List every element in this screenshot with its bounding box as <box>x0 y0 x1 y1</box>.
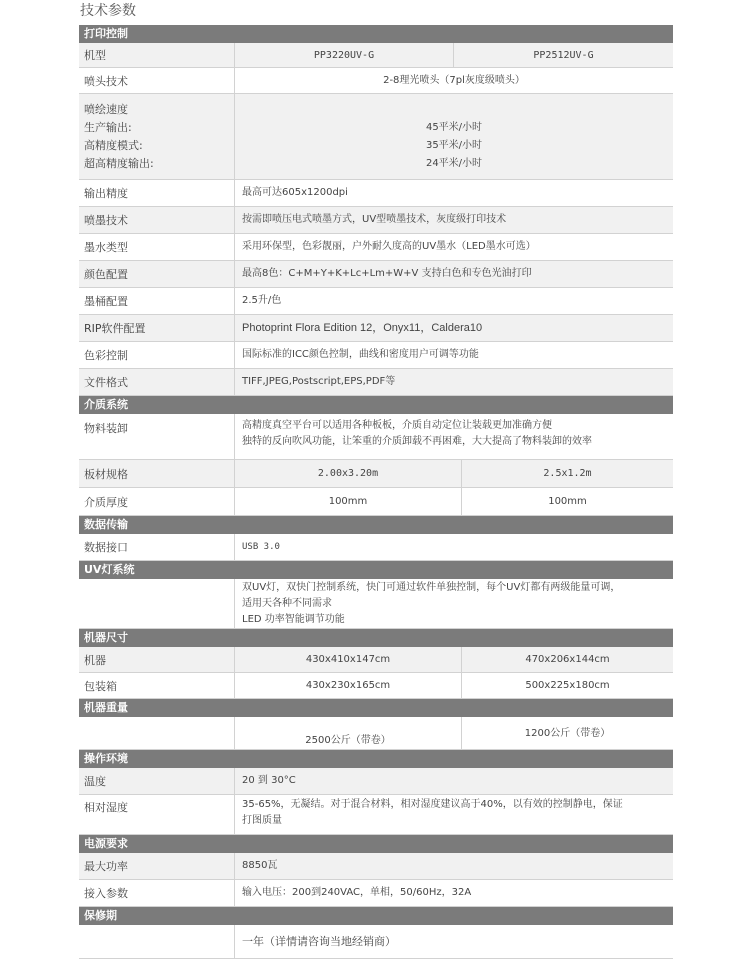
label-ink-type: 墨水类型 <box>79 234 235 260</box>
value-rip: Photoprint Flora Edition 12，Onyx11，Caldera10 <box>242 322 483 334</box>
label-resolution: 输出精度 <box>79 180 235 206</box>
label-file-format: 文件格式 <box>79 369 235 395</box>
row-temp <box>79 768 673 795</box>
value-printhead: 2-8理光喷头（7pl灰度级喷头） <box>383 74 525 86</box>
model-b: PP2512UV-G <box>533 49 594 61</box>
value-resolution: 最高可达605x1200dpi <box>242 187 348 198</box>
board-cells <box>235 460 673 487</box>
package-size-cells <box>235 673 673 698</box>
row-ink-tech <box>79 207 673 234</box>
label-ink-tank: 墨桶配置 <box>79 288 235 314</box>
row-weight <box>79 717 673 750</box>
label-rip: RIP软件配置 <box>79 315 235 341</box>
value-ink-tank: 2.5升/色 <box>242 295 282 306</box>
machine-size-b: 470x206x144cm <box>525 654 610 665</box>
page-title: 技术参数 <box>80 3 136 19</box>
row-speed <box>79 94 673 180</box>
speed-label-0: 喷绘速度 <box>84 102 128 116</box>
row-color-mgmt <box>79 342 673 369</box>
value-color-mgmt: 国际标准的ICC颜色控制，曲线和密度用户可调等功能 <box>242 349 479 360</box>
package-size-b: 500x225x180cm <box>525 680 610 691</box>
label-loading: 物料装卸 <box>79 414 235 459</box>
row-input-power <box>79 880 673 907</box>
label-max-power: 最大功率 <box>79 853 235 879</box>
label-port: 数据接口 <box>79 534 235 560</box>
section-header-warranty: 保修期 <box>79 907 673 925</box>
row-package-size <box>79 673 673 699</box>
label-temp: 温度 <box>79 768 235 794</box>
row-ink-type <box>79 234 673 261</box>
row-port <box>79 534 673 561</box>
model-a: PP3220UV-G <box>235 43 454 67</box>
uv-line-2: LED 功率智能调节功能 <box>242 613 345 625</box>
value-temp: 20 到 30°C <box>242 775 296 786</box>
section-header-uv: UV灯系统 <box>79 561 673 579</box>
row-board <box>79 460 673 488</box>
row-model <box>79 43 673 68</box>
row-warranty <box>79 925 673 959</box>
section-header-data: 数据传输 <box>79 516 673 534</box>
weight-a: 2500公斤（带卷） <box>235 717 462 749</box>
row-loading <box>79 414 673 460</box>
thickness-a: 100mm <box>235 488 462 515</box>
speed-value-2: 24平米/小时 <box>425 157 483 169</box>
humidity-line-1: 打图质量 <box>242 815 282 826</box>
row-color-config <box>79 261 673 288</box>
value-ink-type: 采用环保型，色彩靓丽，户外耐久度高的UV墨水（LED墨水可选） <box>242 241 536 252</box>
section-header-power: 电源要求 <box>79 835 673 853</box>
label-input-power: 接入参数 <box>79 880 235 906</box>
label-color-config: 颜色配置 <box>79 261 235 287</box>
row-ink-tank <box>79 288 673 315</box>
speed-label-2: 高精度模式: <box>84 138 143 152</box>
value-max-power: 8850瓦 <box>242 860 278 871</box>
loading-line-0: 高精度真空平台可以适用各种板板，介质自动定位让装载更加准确方便 <box>242 420 552 431</box>
uv-line-1: 适用天各种不同需求 <box>242 597 332 609</box>
weight-cells <box>235 717 673 749</box>
label-warranty <box>79 925 235 958</box>
row-resolution <box>79 180 673 207</box>
row-thickness <box>79 488 673 516</box>
uv-line-0: 双UV灯，双快门控制系统，快门可通过软件单独控制，每个UV灯都有两级能量可调， <box>242 581 621 593</box>
row-rip <box>79 315 673 342</box>
value-uv <box>235 579 673 628</box>
label-thickness: 介质厚度 <box>79 488 235 515</box>
section-header-size: 机器尺寸 <box>79 629 673 647</box>
label-speed <box>79 94 235 179</box>
speed-value-1: 35平米/小时 <box>425 139 483 151</box>
value-ink-tech: 按需即喷压电式喷墨方式，UV型喷墨技术，灰度级打印技术 <box>242 214 507 225</box>
package-size-a: 430x230x165cm <box>235 673 462 698</box>
section-header-env: 操作环境 <box>79 750 673 768</box>
label-uv <box>79 579 235 628</box>
model-cells <box>235 43 673 67</box>
humidity-line-0: 35-65%，无凝结。对于混合材料，相对湿度建议高于40%，以有效的控制静电，保证 <box>242 799 623 810</box>
board-b: 2.5x1.2m <box>543 468 592 479</box>
label-weight <box>79 717 235 749</box>
row-printhead <box>79 68 673 94</box>
row-machine-size <box>79 647 673 673</box>
thickness-cells <box>235 488 673 515</box>
value-warranty: 一年（详情请咨询当地经销商） <box>242 934 396 948</box>
label-ink-tech: 喷墨技术 <box>79 207 235 233</box>
label-humidity: 相对湿度 <box>79 795 235 834</box>
thickness-b: 100mm <box>548 496 587 507</box>
loading-line-1: 独特的反向吹风功能，让笨重的介质卸载不再困难，大大提高了物料装卸的效率 <box>242 436 592 447</box>
label-machine-size: 机器 <box>79 647 235 672</box>
row-uv <box>79 579 673 629</box>
label-model: 机型 <box>79 43 235 67</box>
row-max-power <box>79 853 673 880</box>
value-input-power: 输入电压：200到240VAC，单相，50/60Hz，32A <box>242 887 472 898</box>
weight-b: 1200公斤（带卷） <box>524 727 611 739</box>
value-color-config: 最高8色：C+M+Y+K+Lc+Lm+W+V 支持白色和专色光油打印 <box>242 268 532 279</box>
row-file-format <box>79 369 673 396</box>
speed-value-0: 45平米/小时 <box>425 121 483 133</box>
section-header-media: 介质系统 <box>79 396 673 414</box>
section-header-weight: 机器重量 <box>79 699 673 717</box>
value-loading <box>235 414 673 459</box>
spec-table <box>79 25 673 959</box>
board-a: 2.00x3.20m <box>235 460 462 487</box>
value-speed <box>235 94 673 179</box>
speed-label-3: 超高精度输出: <box>84 156 154 170</box>
machine-size-cells <box>235 647 673 672</box>
value-humidity <box>235 795 673 834</box>
section-header-print: 打印控制 <box>79 25 673 43</box>
label-board: 板材规格 <box>79 460 235 487</box>
label-printhead: 喷头技术 <box>79 68 235 93</box>
label-color-mgmt: 色彩控制 <box>79 342 235 368</box>
value-file-format: TIFF,JPEG,Postscript,EPS,PDF等 <box>242 376 396 387</box>
label-package-size: 包装箱 <box>79 673 235 698</box>
speed-label-1: 生产输出: <box>84 120 132 134</box>
row-humidity <box>79 795 673 835</box>
value-port: USB 3.0 <box>242 542 280 552</box>
machine-size-a: 430x410x147cm <box>235 647 462 672</box>
